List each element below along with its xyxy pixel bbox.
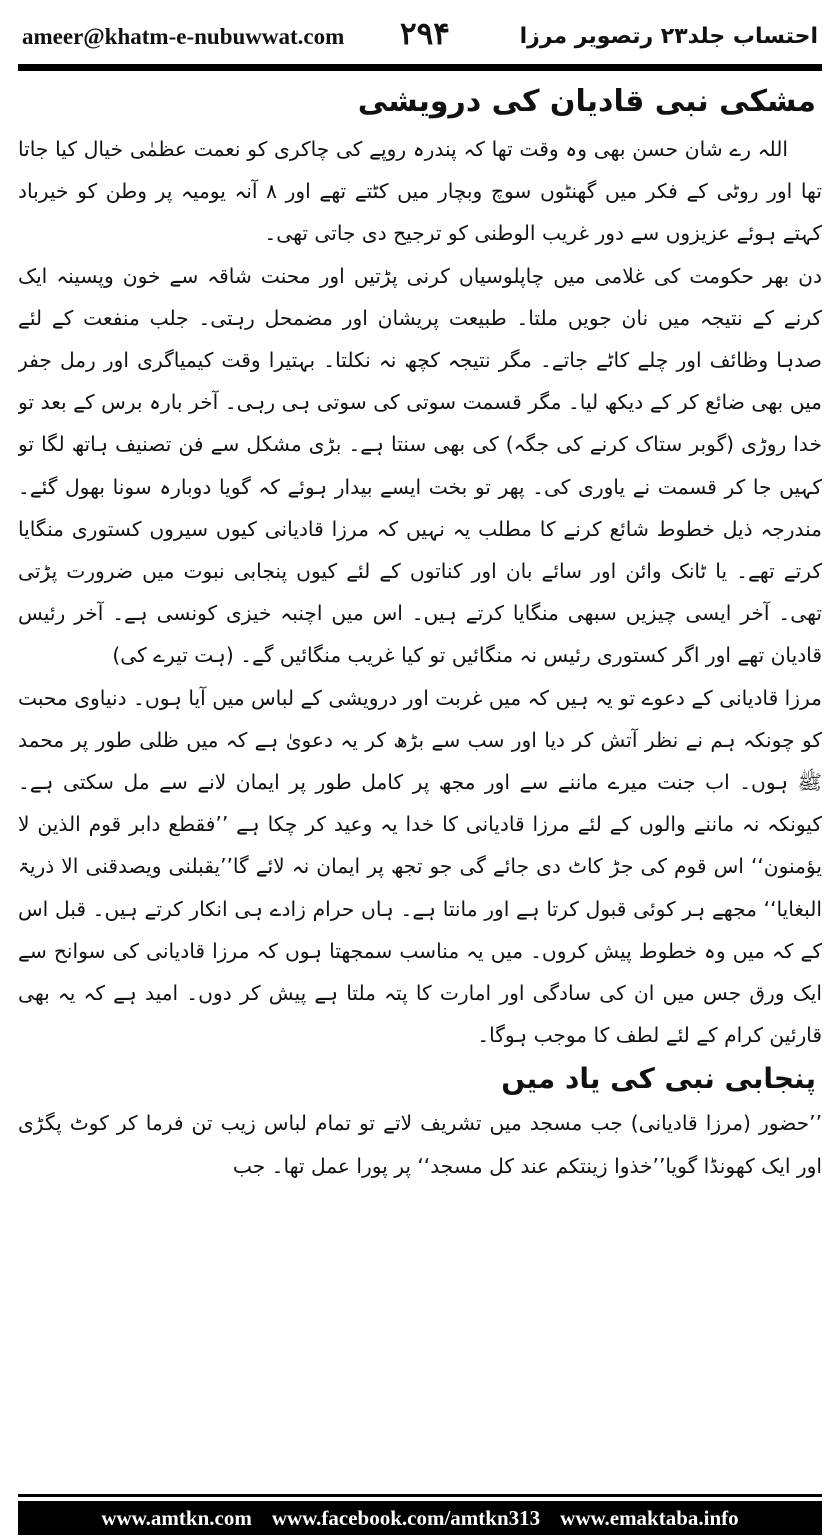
paragraph-4: ’’حضور (مرزا قادیانی) جب مسجد میں تشریف لاتے تو تمام لباس زیب تن فرما کر کوٹ پگڑی اور ایک کھونڈا گویا’’خذوا زینتکم عند کل مسجد‘‘ پر پورا عمل تھا۔ جب [18, 1111, 822, 1178]
page-header [18, 12, 822, 64]
paragraph-3: مرزا قادیانی کے دعوے تو یہ ہیں کہ میں غربت اور درویشی کے لباس میں آیا ہوں۔ دنیاوی محبت کو چونکہ ہم نے نظر آتش کر دیا اور سب سے بڑھ کر یہ دعویٰ ہے کہ میں ظلی طور پر محمد ﷺ ہوں۔ اب جنت میرے ماننے سے اور مجھ پر کامل طور پر ایمان لانے سے مل سکتی ہے۔ کیونکہ نہ ماننے والوں کے لئے مرزا قادیانی کا خدا یہ وعید کر چکا ہے ’’فقطع دابر قوم الذین لا یؤمنون‘‘ اس قوم کی جڑ کاٹ دی جائے گی جو تجھ پر ایمان نہ لائے گا’’یقبلنی ویصدقنی الا ذریۃ البغایا‘‘ مجھے ہر کوئی قبول کرتا ہے اور مانتا ہے۔ ہاں حرام زادے ہی انکار کرتے ہیں۔ قبل اس کے کہ میں وہ خطوط پیش کروں۔ میں یہ مناسب سمجھتا ہوں کہ مرزا قادیانی کی سوانح سے ایک ورق جس میں ان کی سادگی اور امارت کا پتہ ملتا ہے پیش کر دوں۔ امید ہے کہ یہ بھی قارئین کرام کے لئے لطف کا موجب ہوگا۔ [18, 685, 822, 1048]
page-body [18, 76, 822, 1486]
footer-rule [18, 1494, 822, 1497]
footer-link-amtkn[interactable]: www.amtkn.com [101, 1505, 252, 1530]
book-title: احتساب جلد۲۳ رتصویر مرزا [519, 24, 818, 49]
page-number: ۲۹۴ [400, 16, 450, 52]
header-email[interactable]: ameer@khatm-e-nubuwwat.com [22, 24, 345, 49]
footer-link-emaktaba[interactable]: www.emaktaba.info [560, 1505, 739, 1530]
section-heading-dervishness: مشکی نبی قادیان کی درویشی [357, 84, 816, 119]
page-footer [18, 1501, 822, 1535]
section-heading-memory: پنجابی نبی کی یاد میں [501, 1062, 816, 1096]
footer-link-facebook[interactable]: www.facebook.com/amtkn313 [271, 1505, 541, 1530]
header-rule [18, 64, 822, 71]
paragraph-1: اللہ رے شان حسن بھی وہ وقت تھا کہ پندرہ روپے کی چاکری کو نعمت عظمٰی خیال کیا جاتا تھا اور روٹی کے فکر میں گھنٹوں سوچ وبچار میں کٹتے تھے اور ۸ آنہ یومیہ پر وطن کو خیرباد کہتے ہوئے عزیزوں سے دور غریب الوطنی کو ترجیح دی جاتی تھی۔ [18, 137, 822, 246]
paragraph-2: دن بھر حکومت کی غلامی میں چاپلوسیاں کرنی پڑتیں اور محنت شاقہ سے خون وپسینہ ایک کرنے کے نتیجہ میں نان جویں ملتا۔ طبیعت پریشان اور مضمحل رہتی۔ جلب منفعت کے لئے صدہا وظائف اور چلے کاٹے جاتے۔ مگر نتیجہ کچھ نہ نکلتا۔ بہتیرا وقت کیمیاگری اور رمل جفر میں بھی ضائع کر کے دیکھ لیا۔ مگر قسمت سوتی کی سوتی ہی رہی۔ آخر بارہ برس کے بعد تو خدا روڑی (گوبر ستاک کرنے کی جگہ) کی بھی سنتا ہے۔ بڑی مشکل سے فن تصنیف ہاتھ لگا تو کہیں جا کر قسمت نے یاوری کی۔ پھر تو بخت ایسے بیدار ہوئے کہ گویا دوبارہ سونا بھول گئے۔ مندرجہ ذیل خطوط شائع کرنے کا مطلب یہ نہیں کہ مرزا قادیانی کیوں سیروں کستوری منگایا کرتے تھے۔ یا ٹانک وائن اور سائے بان اور کناتوں کے لئے کیوں پنجابی نبوت میں ضرورت پڑتی تھی۔ آخر ایسی چیزیں سبھی منگایا کرتے ہیں۔ اس میں اچنبہ خیزی کونسی ہے۔ آخر رئیس قادیان تھے اور اگر کستوری رئیس نہ منگائیں تو کیا غریب منگائیں گے۔ (ہت تیرے کی) [18, 263, 822, 668]
